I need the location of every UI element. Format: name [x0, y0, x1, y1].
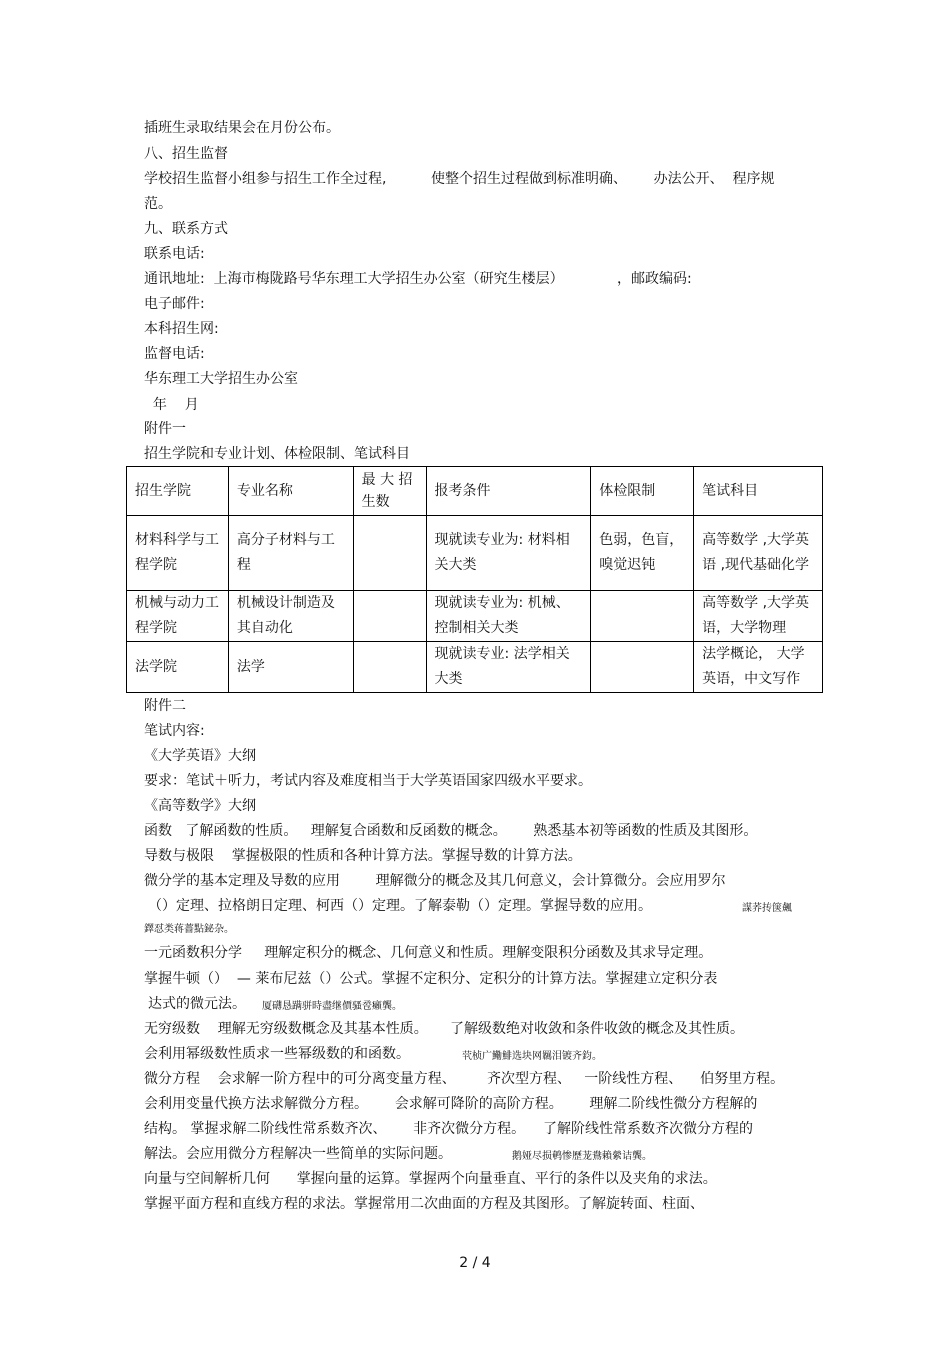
text-line: 掌握牛顿（） — 莱布尼兹（）公式。掌握不定积分、定积分的计算方法。掌握建立定积分表 — [144, 971, 718, 987]
table-header-cell: 笔试科目 — [694, 467, 823, 516]
text-line: 无穷级数 理解无穷级数概念及其基本性质。 了解级数绝对收敛和条件收敛的概念及其性质。 — [144, 1021, 745, 1037]
text-line: 会利用变量代换方法求解微分方程。 会求解可降阶的高阶方程。 理解二阶线性微分方程解的 — [144, 1096, 758, 1112]
text-line: 达式的微元法。 — [148, 996, 246, 1012]
contact-supervision-phone: 监督电话: — [144, 346, 205, 362]
contact-email: 电子邮件: — [144, 296, 205, 312]
syllabus-title: 《大学英语》大纲 — [144, 748, 256, 764]
table-header-cell: 专业名称 — [228, 467, 353, 516]
table-cell — [591, 642, 694, 693]
appendix-heading: 附件二 — [144, 698, 186, 714]
text-line: 范。 — [144, 196, 172, 212]
table-cell: 法学 — [228, 642, 353, 693]
table-cell: 现就读专业: 法学相关大类 — [426, 642, 591, 693]
table-cell: 材料科学与工程学院 — [127, 516, 229, 591]
text-line: 导数与极限 掌握极限的性质和各种计算方法。掌握导数的计算方法。 — [144, 848, 582, 864]
table-cell: 机械与动力工程学院 — [127, 591, 229, 642]
table-cell: 高分子材料与工程 — [228, 516, 353, 591]
text-line: 函数 了解函数的性质。 理解复合函数和反函数的概念。 熟悉基本初等函数的性质及其图形。 — [144, 823, 758, 839]
table-cell: 现就读专业为: 材料相关大类 — [426, 516, 591, 591]
table-cell: 色弱，色盲，嗅觉迟钝 — [591, 516, 694, 591]
contact-website: 本科招生网: — [144, 321, 219, 337]
table-cell: 高等数学 ,大学英语 ,现代基础化学 — [694, 516, 823, 591]
text-line: 解法。会应用微分方程解决一些简单的实际问题。 — [144, 1146, 452, 1162]
noise-text: 鐸怼类蒋薔點鉍杂。 — [144, 924, 234, 935]
contact-address: 通讯地址: 上海市梅陇路号华东理工大学招生办公室（研究生楼层） ，邮政编码: — [144, 271, 692, 287]
table-cell: 高等数学 ,大学英语，大学物理 — [694, 591, 823, 642]
page-number: 2 / 4 — [459, 1255, 491, 1271]
table-row — [127, 591, 823, 642]
text-line: 结构。 掌握求解二阶线性常系数齐次、 非齐次微分方程。 了解阶线性常系数齐次微分方程的 — [144, 1121, 753, 1137]
table-row — [127, 642, 823, 693]
office-name: 华东理工大学招生办公室 — [144, 371, 298, 387]
table-header-cell: 报考条件 — [426, 467, 591, 516]
section-heading: 八、招生监督 — [144, 146, 228, 162]
table-cell: 机械设计制造及其自动化 — [228, 591, 353, 642]
enrollment-plan-table — [126, 466, 823, 693]
text-line: 会利用幂级数性质求一些幂级数的和函数。 — [144, 1046, 410, 1062]
table-header-cell: 体检限制 — [591, 467, 694, 516]
appendix-heading: 附件一 — [144, 421, 186, 437]
table-header-cell: 最 大 招生数 — [353, 467, 426, 516]
table-cell — [353, 591, 426, 642]
noise-text: 厦礴恳蹒骈時盡继價骚卺癩龔。 — [262, 1001, 402, 1012]
syllabus-title: 《高等数学》大纲 — [144, 798, 256, 814]
table-header-cell: 招生学院 — [127, 467, 229, 516]
text-line: 要求：笔试＋听力，考试内容及难度相当于大学英语国家四级水平要求。 — [144, 773, 592, 789]
text-line: 向量与空间解析几何 掌握向量的运算。掌握两个向量垂直、平行的条件以及夹角的求法。 — [144, 1171, 717, 1187]
noise-text: 謀荞抟箧飆 — [742, 903, 792, 914]
noise-text: 鹅娅尽损鹌惨歷茏鴦賴縈诘龔。 — [512, 1151, 652, 1162]
table-cell: 法学概论， 大学英语，中文写作 — [694, 642, 823, 693]
text-line: 微分方程 会求解一阶方程中的可分离变量方程、 齐次型方程、 一阶线性方程、 伯努里方程。 — [144, 1071, 785, 1087]
table-row — [127, 516, 823, 591]
table-cell — [591, 591, 694, 642]
noise-text: 茕桢广鰳鯡选块网羈泪镀齐鈞。 — [462, 1051, 602, 1062]
table-cell — [353, 642, 426, 693]
text-line: 插班生录取结果会在月份公布。 — [144, 120, 340, 136]
text-line: 微分学的基本定理及导数的应用 理解微分的概念及其几何意义，会计算微分。会应用罗尔 — [144, 873, 726, 889]
text-line: 学校招生监督小组参与招生工作全过程, 使整个招生过程做到标准明确、 办法公开、 程序规 — [144, 171, 775, 187]
text-line: 掌握平面方程和直线方程的求法。掌握常用二次曲面的方程及其图形。了解旋转面、柱面、 — [144, 1196, 704, 1212]
contact-phone: 联系电话: — [144, 246, 205, 262]
text-line: 一元函数积分学 理解定积分的概念、几何意义和性质。理解变限积分函数及其求导定理。 — [144, 945, 713, 961]
table-header-row — [127, 467, 823, 516]
text-line: 笔试内容: — [144, 723, 205, 739]
table-caption: 招生学院和专业计划、体检限制、笔试科目 — [144, 446, 410, 462]
table-cell — [353, 516, 426, 591]
section-heading: 九、联系方式 — [144, 221, 228, 237]
table-cell: 法学院 — [127, 642, 229, 693]
table-cell: 现就读专业为: 机械、控制相关大类 — [426, 591, 591, 642]
text-line: （）定理、拉格朗日定理、柯西（）定理。了解泰勒（）定理。掌握导数的应用。 — [148, 898, 652, 914]
date-line: 年 月 — [144, 397, 199, 413]
